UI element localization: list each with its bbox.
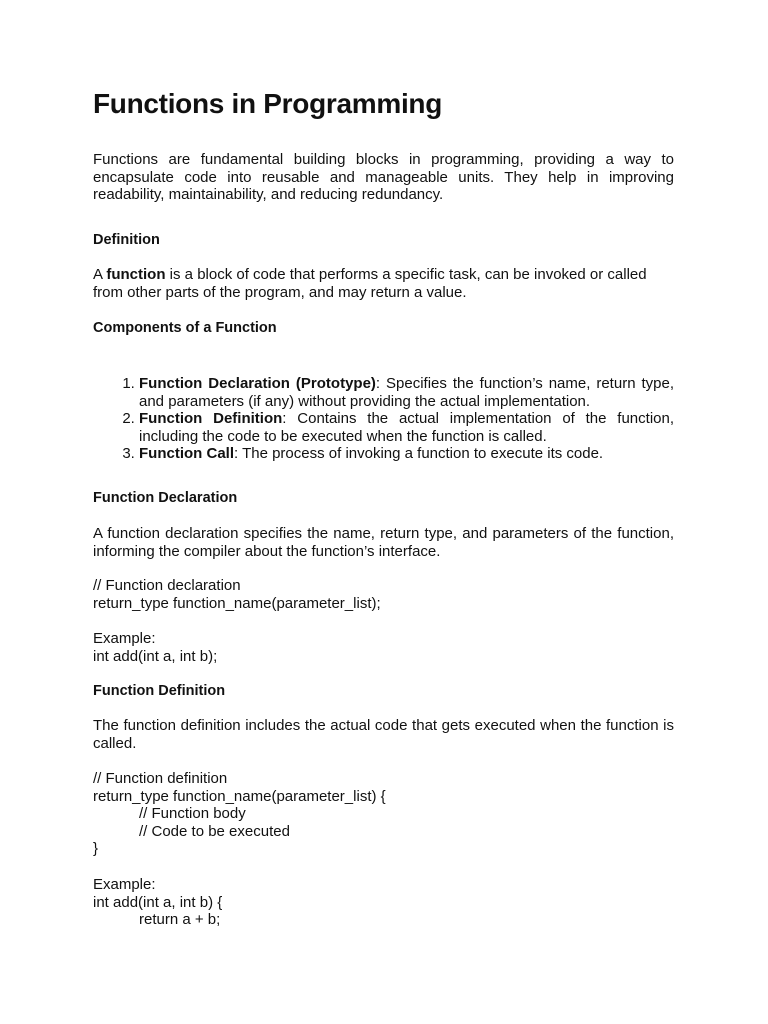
code-line: return_type function_name(parameter_list); bbox=[93, 594, 381, 612]
components-heading: Components of a Function bbox=[93, 320, 277, 336]
code-line: // Code to be executed bbox=[139, 822, 290, 840]
code-line: // Function declaration bbox=[93, 577, 241, 594]
list-item-term: Function Definition bbox=[139, 410, 283, 428]
declaration-code bbox=[93, 577, 674, 612]
list-item-desc: : The process of invoking a function to execute its code. bbox=[234, 445, 604, 463]
list-item-desc: : Contains the actual implementation of the function, including the code to be executed when the function is called. bbox=[139, 410, 674, 445]
definition-section-paragraph: The function definition includes the actual code that gets executed when the function is called. bbox=[93, 717, 674, 752]
example-label: Example: bbox=[93, 876, 156, 893]
definition-code bbox=[93, 770, 674, 858]
code-line: // Function definition bbox=[93, 770, 228, 787]
declaration-heading: Function Declaration bbox=[93, 490, 238, 506]
list-item-term: Function Declaration (Prototype) bbox=[139, 375, 376, 392]
list-item bbox=[139, 445, 674, 463]
definition-paragraph bbox=[93, 266, 674, 301]
list-item bbox=[139, 410, 674, 445]
code-line: return_type function_name(parameter_list) { bbox=[93, 787, 386, 805]
code-line: int add(int a, int b) { bbox=[93, 893, 223, 911]
declaration-example bbox=[93, 630, 674, 665]
components-list bbox=[93, 375, 674, 463]
example-label: Example: bbox=[93, 630, 156, 647]
definition-term: function bbox=[106, 266, 166, 283]
list-item bbox=[139, 375, 674, 410]
intro-paragraph: Functions are fundamental building blocks in programming, providing a way to encapsulate code into reusable and manageable units. They help in improving readability, maintainability, and reducing redundancy. bbox=[93, 151, 674, 204]
definition-example bbox=[93, 876, 674, 929]
definition-text: is a block of code that performs a specific task, can be invoked or called from other parts of the program, and may return a value. bbox=[93, 266, 647, 301]
code-line: int add(int a, int b); bbox=[93, 647, 218, 665]
list-item-term: Function Call bbox=[139, 445, 234, 463]
definition-heading: Definition bbox=[93, 232, 160, 248]
code-line: } bbox=[93, 840, 99, 858]
page-title: Functions in Programming bbox=[93, 88, 443, 119]
definition-prefix: A bbox=[93, 266, 107, 283]
code-line: return a + b; bbox=[139, 911, 221, 929]
definition-section-heading: Function Definition bbox=[93, 683, 226, 699]
code-line: // Function body bbox=[139, 805, 246, 823]
declaration-paragraph: A function declaration specifies the name, return type, and parameters of the function, informing the compiler about the function’s interface. bbox=[93, 525, 674, 560]
list-item-desc: : Specifies the function’s name, return type, and parameters (if any) without providing the actual implementation. bbox=[139, 375, 675, 410]
